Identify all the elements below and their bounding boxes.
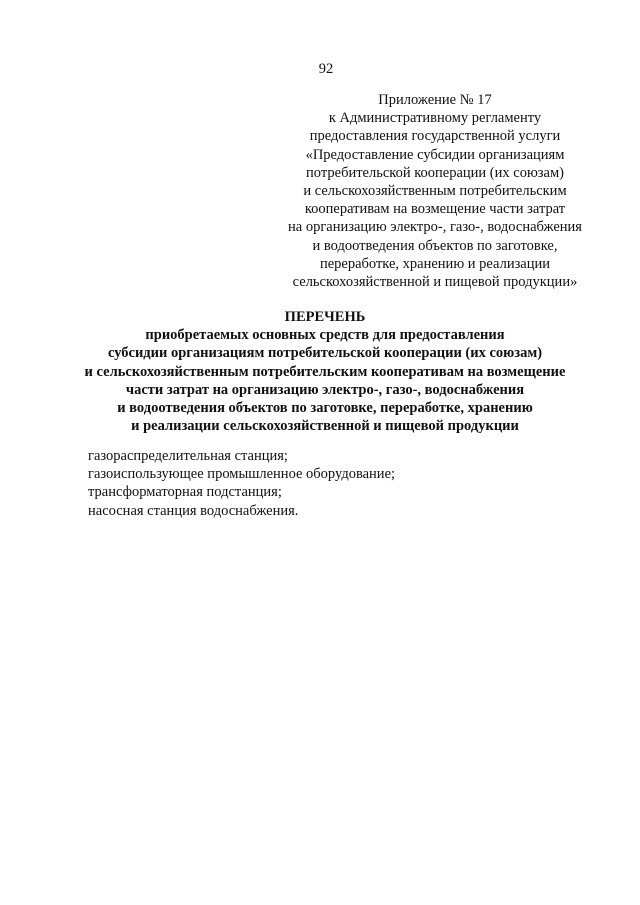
- appendix-line: и водоотведения объектов по заготовке,: [312, 237, 558, 254]
- appendix-line: переработке, хранению и реализации: [319, 255, 551, 272]
- list-item: трансформаторная подстанция;: [88, 484, 282, 501]
- document-subtitle-line: и реализации сельскохозяйственной и пищевой продукции: [131, 418, 519, 435]
- appendix-line: к Административному регламенту: [328, 110, 542, 127]
- appendix-line: кооперативам на возмещение части затрат: [304, 201, 566, 218]
- list-item: насосная станция водоснабжения.: [88, 502, 299, 519]
- appendix-line: Приложение № 17: [378, 92, 492, 108]
- appendix-line: и сельскохозяйственным потребительским: [303, 183, 567, 200]
- appendix-caption: [274, 91, 596, 291]
- document-subtitle-line: приобретаемых основных средств для предоставления: [145, 327, 505, 344]
- list-item: газоиспользующее промышленное оборудование;: [88, 466, 396, 483]
- appendix-line: предоставления государственной услуги: [309, 128, 561, 145]
- appendix-line: «Предоставление субсидии организациям: [305, 146, 565, 163]
- appendix-line: потребительской кооперации (их союзам): [306, 164, 564, 181]
- document-title: ПЕРЕЧЕНЬ: [284, 309, 366, 325]
- document-subtitle-line: и сельскохозяйственным потребительским кооперативам на возмещение: [84, 363, 566, 380]
- document-subtitle-line: и водоотведения объектов по заготовке, переработке, хранению: [117, 400, 533, 417]
- document-heading: [60, 308, 590, 435]
- appendix-line: на организацию электро-, газо-, водоснабжения: [288, 219, 582, 236]
- document-subtitle-line: части затрат на организацию электро-, газо-, водоснабжения: [125, 381, 525, 398]
- page-number: 92: [318, 61, 334, 77]
- list-item: газораспределительная станция;: [88, 448, 288, 464]
- document-subtitle-line: субсидии организациям потребительской кооперации (их союзам): [107, 345, 543, 362]
- appendix-line: сельскохозяйственной и пищевой продукции»: [292, 274, 578, 291]
- items-list: [88, 447, 588, 520]
